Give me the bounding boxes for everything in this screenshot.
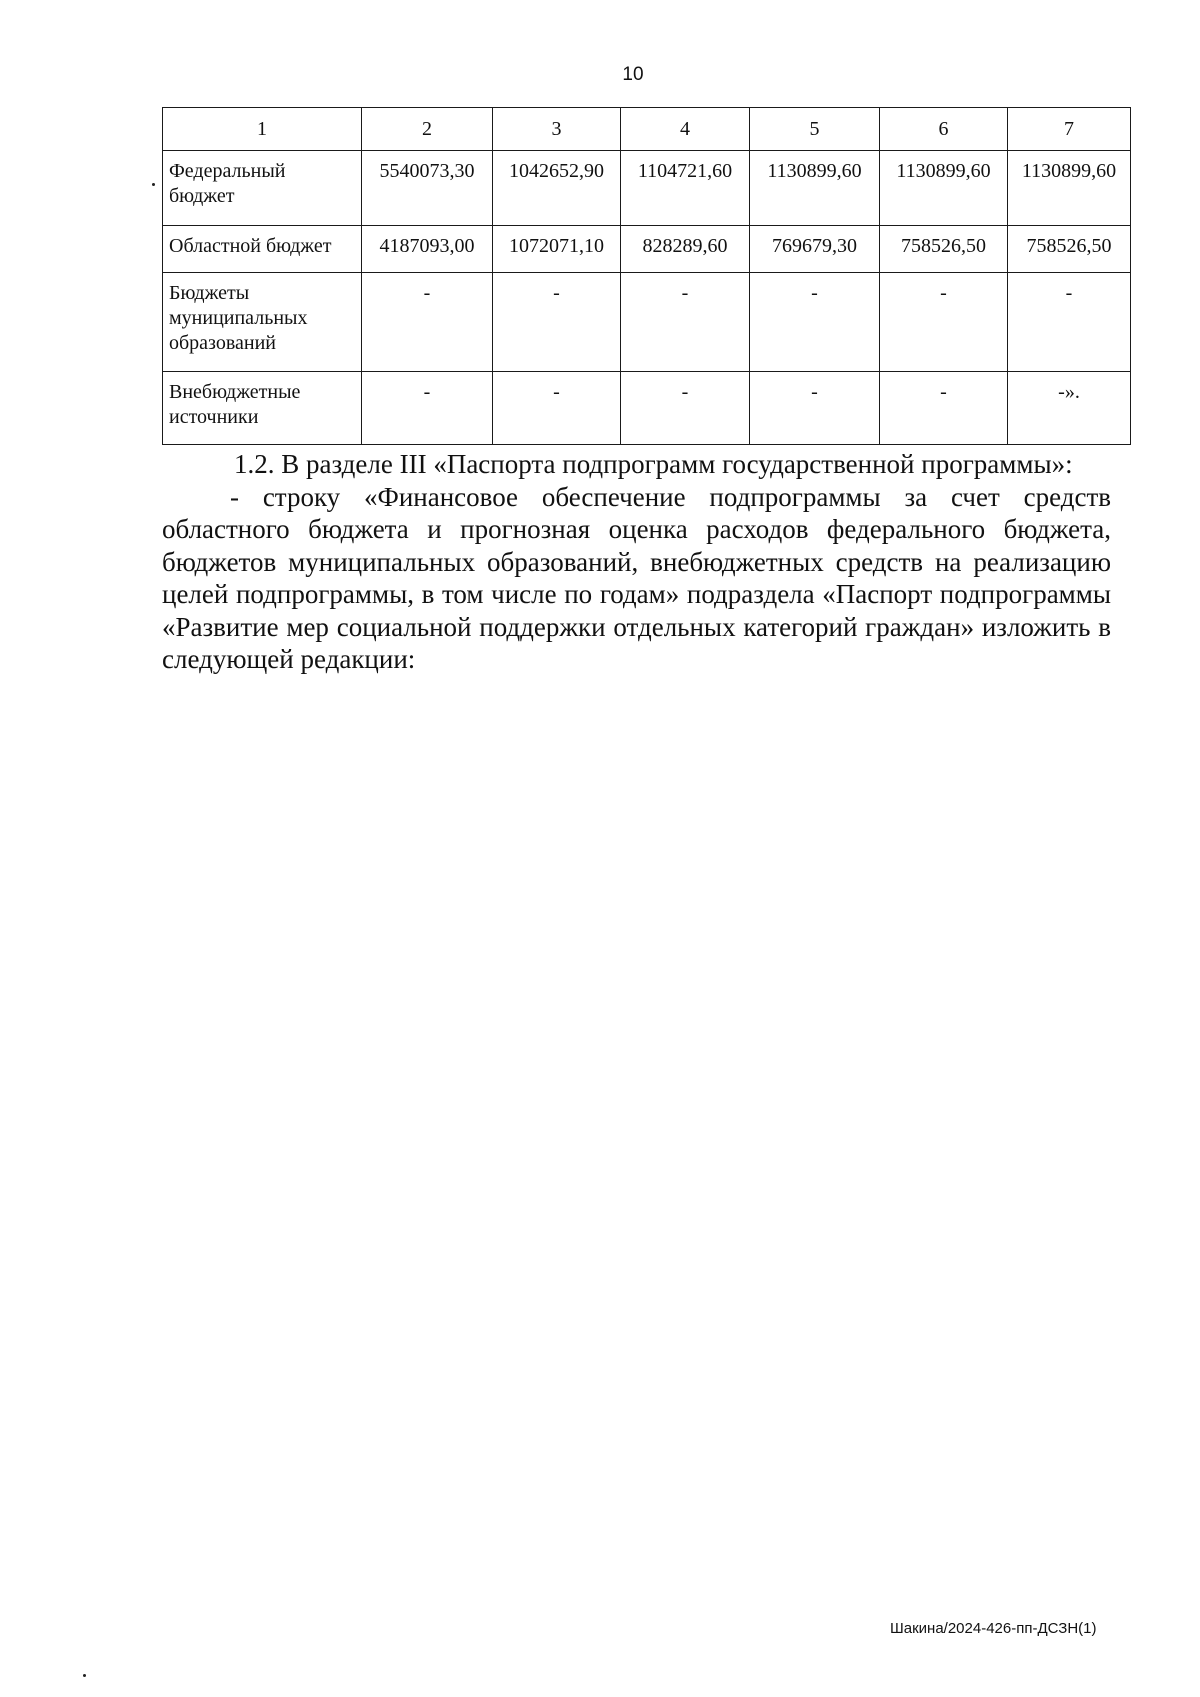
table-cell: 828289,60 (621, 226, 750, 273)
table-row-municipal-budgets (163, 273, 1131, 372)
table-cell: - (493, 372, 621, 445)
table-cell: 4187093,00 (362, 226, 493, 273)
table-cell: 1130899,60 (1008, 151, 1131, 226)
column-number-2: 2 (362, 108, 493, 151)
column-number-7: 7 (1008, 108, 1131, 151)
table-row-federal-budget (163, 151, 1131, 226)
table-cell: - (750, 273, 880, 372)
table-cell: 758526,50 (1008, 226, 1131, 273)
section-heading: 1.2. В разделе III «Паспорта подпрограмм государственной программы»: (234, 449, 1073, 479)
scan-speck (152, 183, 155, 186)
table-row-extrabudgetary-sources (163, 372, 1131, 445)
column-number-1: 1 (163, 108, 362, 151)
document-reference: Шакина/2024-426-пп-ДСЗН(1) (890, 1620, 1097, 1637)
row-label: Областной бюджет (163, 226, 362, 273)
table-cell: 769679,30 (750, 226, 880, 273)
row-label: Внебюджетные источники (163, 372, 362, 445)
row-label: Бюджеты муниципальных образований (163, 273, 362, 372)
row-label: Федеральный бюджет (163, 151, 362, 226)
scan-speck (83, 1674, 86, 1677)
table-cell: - (621, 372, 750, 445)
table-cell: 1130899,60 (880, 151, 1008, 226)
table-cell: -». (1008, 372, 1131, 445)
table-cell: - (880, 372, 1008, 445)
financing-table (162, 107, 1131, 445)
table-cell: - (362, 273, 493, 372)
table-cell: - (493, 273, 621, 372)
body-text (162, 448, 1111, 676)
table-cell: 5540073,30 (362, 151, 493, 226)
column-number-3: 3 (493, 108, 621, 151)
table-cell: - (362, 372, 493, 445)
column-number-6: 6 (880, 108, 1008, 151)
table-cell: 1104721,60 (621, 151, 750, 226)
table-cell: 758526,50 (880, 226, 1008, 273)
table-cell: 1130899,60 (750, 151, 880, 226)
table-cell: - (1008, 273, 1131, 372)
amendment-paragraph: - строку «Финансовое обеспечение подпрограммы за счет средств областного бюджета и прогнозная оценка расходов федерального бюджета, бюджетов муниципальных образований, внебюджетных средств на реализацию целей подпрограммы, в том числе по годам» подраздела «Паспорт подпрограммы «Развитие мер социальной поддержки отдельных категорий граждан» изложить в следующей редакции: (162, 481, 1111, 674)
table-cell: - (880, 273, 1008, 372)
table-header-row (163, 108, 1131, 151)
table-cell: 1042652,90 (493, 151, 621, 226)
column-number-5: 5 (750, 108, 880, 151)
page-number: 10 (622, 64, 644, 85)
table-cell: 1072071,10 (493, 226, 621, 273)
column-number-4: 4 (621, 108, 750, 151)
table-cell: - (750, 372, 880, 445)
table-cell: - (621, 273, 750, 372)
table-row-regional-budget (163, 226, 1131, 273)
